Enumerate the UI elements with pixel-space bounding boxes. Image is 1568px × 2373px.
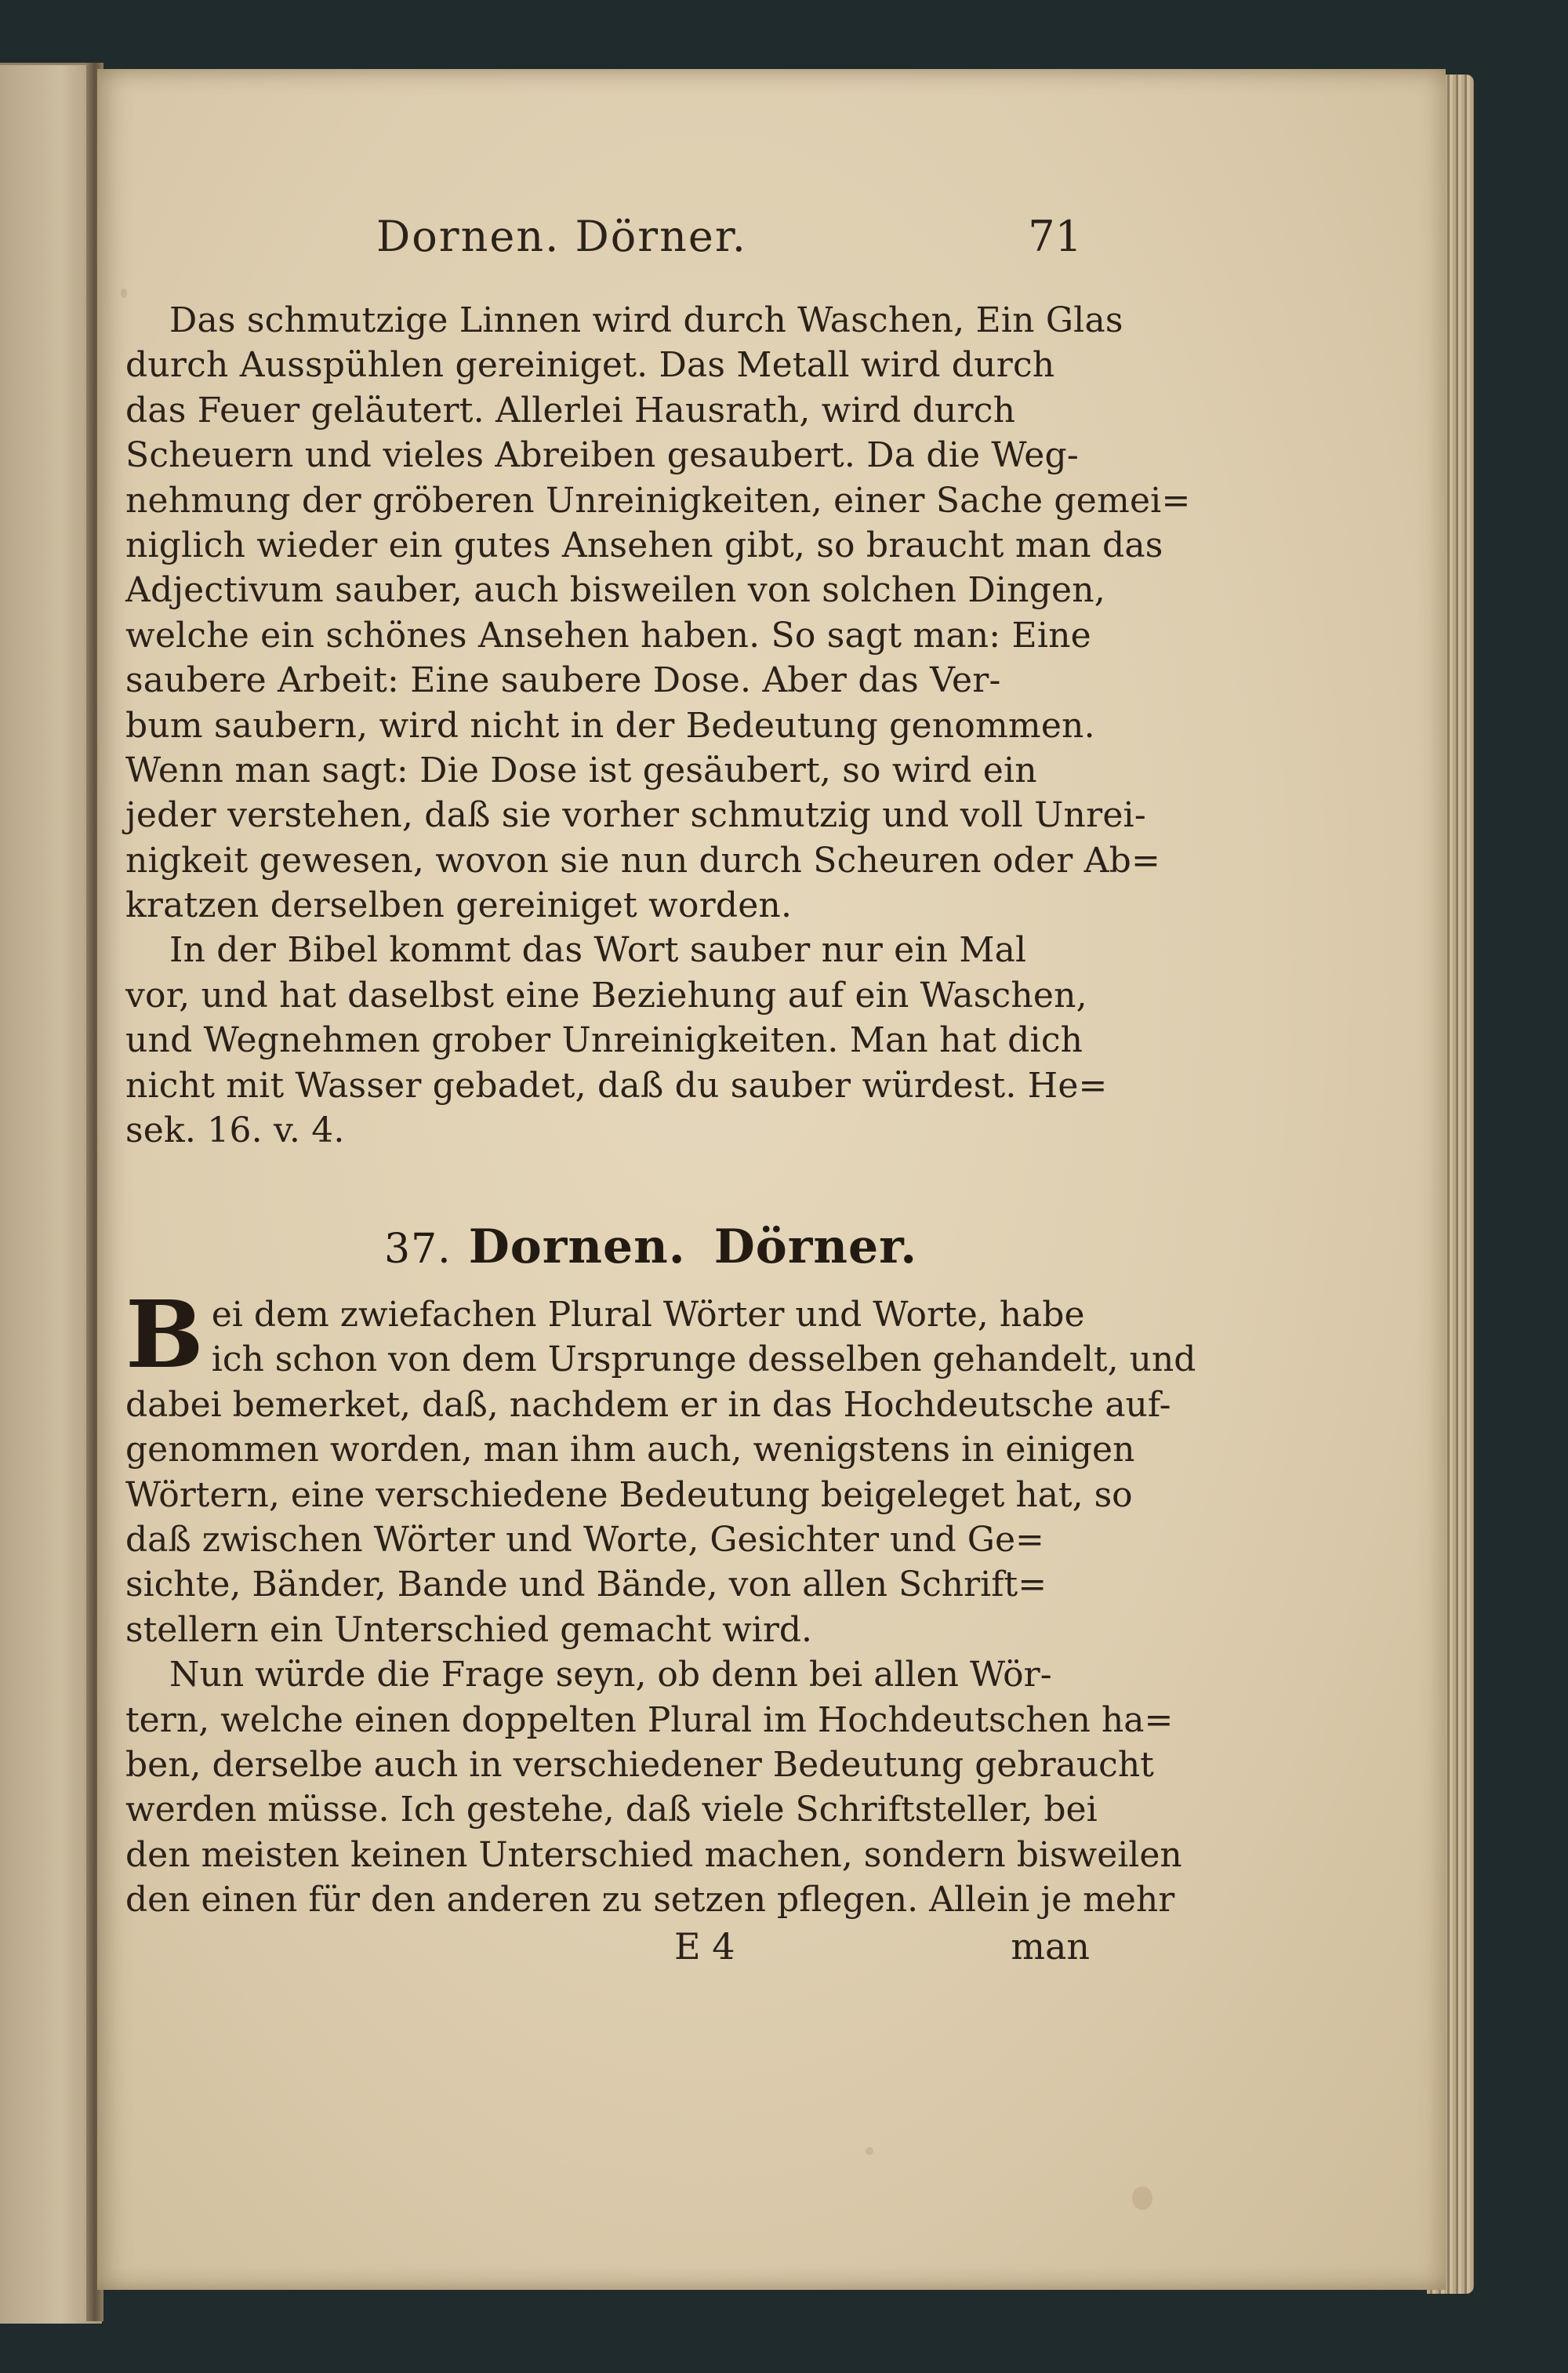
text-line: jeder verstehen, daß sie vorher schmutzig und voll Unrei-	[125, 795, 1146, 836]
text-line: tern, welche einen doppelten Plural im Hochdeutschen ha=	[125, 1699, 1174, 1740]
text-line: Scheuern und vieles Abreiben gesaubert. Da die Weg-	[125, 435, 1079, 476]
paragraph-3	[125, 1280, 1196, 1652]
text-line: den einen für den anderen zu setzen pflegen. Allein je mehr	[125, 1880, 1175, 1921]
page-footer	[125, 1925, 1090, 1972]
paragraph-1	[125, 298, 1191, 928]
paragraph-2	[125, 928, 1108, 1153]
text-line: ich schon von dem Ursprunge desselben gehandelt, und	[211, 1339, 1196, 1380]
text-line: sichte, Bänder, Bande und Bände, von allen Schrift=	[125, 1564, 1047, 1605]
text-line: stellern ein Unterschied gemacht wird.	[125, 1609, 813, 1650]
text-line: daß zwischen Wörter und Worte, Gesichter und Ge=	[125, 1519, 1044, 1560]
section-title-dornen: Dornen.	[468, 1219, 686, 1274]
text-line: niglich wieder ein gutes Ansehen gibt, so braucht man das	[125, 525, 1163, 565]
text-line: vor, und hat daselbst eine Beziehung auf ein Waschen,	[125, 975, 1087, 1016]
text-line: nicht mit Wasser gebadet, daß du sauber würdest. He=	[125, 1065, 1108, 1106]
page-number: 71	[1028, 212, 1082, 261]
text-line: Wenn man sagt: Die Dose ist gesäubert, so wird ein	[125, 750, 1037, 790]
paper-stain	[121, 289, 127, 298]
paper-stain	[1132, 2186, 1152, 2210]
text-line: Nun würde die Frage seyn, ob denn bei allen Wör-	[169, 1655, 1052, 1695]
catchword: man	[1011, 1925, 1090, 1968]
running-header	[376, 212, 1082, 282]
text-line: Das schmutzige Linnen wird durch Waschen, Ein Glas	[169, 300, 1123, 340]
text-line: dabei bemerket, daß, nachdem er in das Hochdeutsche auf-	[125, 1384, 1171, 1425]
text-line: ben, derselbe auch in verschiedener Bedeutung gebraucht	[125, 1744, 1154, 1785]
text-line: das Feuer geläutert. Allerlei Hausrath, wird durch	[125, 390, 1016, 431]
text-line: durch Ausspühlen gereiniget. Das Metall wird durch	[125, 345, 1055, 386]
body-text-section	[125, 1280, 1196, 1922]
text-line: Wörtern, eine verschiedene Bedeutung beigeleget hat, so	[125, 1474, 1133, 1515]
text-line: nigkeit gewesen, wovon sie nun durch Scheuren oder Ab=	[125, 840, 1161, 881]
section-heading	[384, 1219, 917, 1274]
text-line: saubere Arbeit: Eine saubere Dose. Aber das Ver-	[125, 660, 1001, 701]
signature-mark: E 4	[674, 1925, 735, 1968]
text-line: und Wegnehmen grober Unreinigkeiten. Man hat dich	[125, 1020, 1083, 1061]
text-line: welche ein schönes Ansehen haben. So sagt man: Eine	[125, 615, 1091, 656]
text-line: Adjectivum sauber, auch bisweilen von solchen Dingen,	[125, 570, 1105, 611]
body-text-top	[125, 298, 1191, 1153]
text-line: den meisten keinen Unterschied machen, sondern bisweilen	[125, 1834, 1182, 1875]
text-line: ei dem zwiefachen Plural Wörter und Worte, habe	[211, 1295, 1085, 1335]
running-title: Dornen. Dörner.	[376, 212, 747, 261]
paper-stain	[866, 2147, 873, 2155]
text-line: sek. 16. v. 4.	[125, 1110, 345, 1151]
paragraph-4	[125, 1652, 1182, 1922]
text-line: kratzen derselben gereiniget worden.	[125, 885, 793, 926]
text-line: werden müsse. Ich gestehe, daß viele Schriftsteller, bei	[125, 1790, 1098, 1830]
drop-cap: B	[125, 1280, 204, 1389]
section-title-doerner: Dörner.	[713, 1219, 918, 1274]
text-line: In der Bibel kommt das Wort sauber nur ein Mal	[169, 930, 1027, 971]
text-line: bum saubern, wird nicht in der Bedeutung genommen.	[125, 705, 1095, 746]
text-line: nehmung der gröberen Unreinigkeiten, einer Sache gemei=	[125, 480, 1191, 521]
section-number: 37.	[384, 1226, 452, 1273]
text-line: genommen worden, man ihm auch, wenigstens in einigen	[125, 1430, 1135, 1470]
